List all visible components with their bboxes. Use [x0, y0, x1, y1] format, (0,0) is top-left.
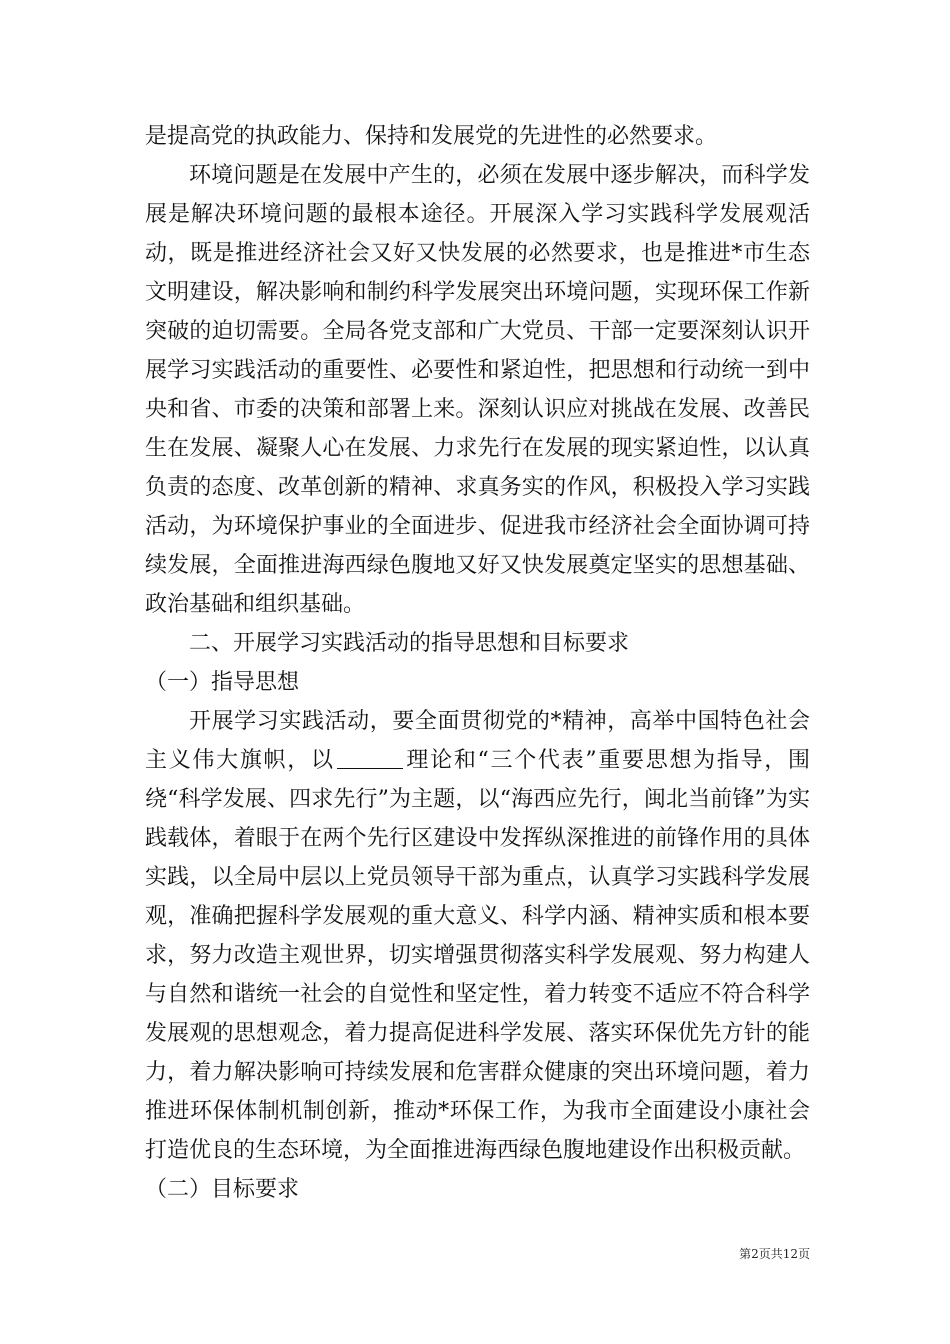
paragraph-guiding-thought-part2: 理论和“三个代表”重要思想为指导，围绕“科学发展、四求先行”为主题，以“海西应先行，闽北当前锋”为实践载体，着眼于在两个先行区建设中发挥纵深推进的前锋作用的具体实践，以全局中层以上党员领导干部为重点，认真学习实践科学发展观，准确把握科学发展观的重大意义、科学内涵、精神实质和根本要求，努力改造主观世界，切实增强贯彻落实科学发展观、努力构建人与自然和谐统一社会的自觉性和坚定性，着力转变不适应不符合科学发展观的思想观念，着力提高促进科学发展、落实环保优先方针的能力，着力解决影响可持续发展和危害群众健康的突出环境问题，着力推进环保体制机制创新，推动*环保工作，为我市全面建设小康社会打造优良的生态环境，为全面推进海西绿色腹地建设作出积极贡献。 [145, 748, 810, 1163]
subsection-heading-goals: （二）目标要求 [145, 1177, 300, 1202]
paragraph-guiding-thought-part1: 开展学习实践活动，要全面贯彻党的*精神，高举中国特色社会主义伟大旗帜，以 [145, 709, 810, 773]
paragraph-continuation: 是提高党的执政能力、保持和发展党的先进性的必然要求。 [145, 124, 718, 149]
subsection-heading-guiding-thought: （一）指导思想 [145, 670, 300, 695]
document-body [145, 117, 810, 1209]
paragraph-guiding-thought [145, 702, 810, 1170]
section-heading-2: 二、开展学习实践活动的指导思想和目标要求 [189, 631, 630, 656]
blank-underline [337, 746, 403, 769]
page-number-footer: 第2页共12页 [739, 1247, 810, 1261]
paragraph-environment: 环境问题是在发展中产生的，必须在发展中逐步解决，而科学发展是解决环境问题的最根本途径。开展深入学习实践科学发展观活动，既是推进经济社会又好又快发展的必然要求，也是推进*市生态文明建设，解决影响和制约科学发展突出环境问题，实现环保工作新突破的迫切需要。全局各党支部和广大党员、干部一定要深刻认识开展学习实践活动的重要性、必要性和紧迫性，把思想和行动统一到中央和省、市委的决策和部署上来。深刻认识应对挑战在发展、改善民生在发展、凝聚人心在发展、力求先行在发展的现实紧迫性，以认真负责的态度、改革创新的精神、求真务实的作风，积极投入学习实践活动，为环境保护事业的全面进步、促进我市经济社会全面协调可持续发展，全面推进海西绿色腹地又好又快发展奠定坚实的思想基础、政治基础和组织基础。 [145, 163, 810, 617]
